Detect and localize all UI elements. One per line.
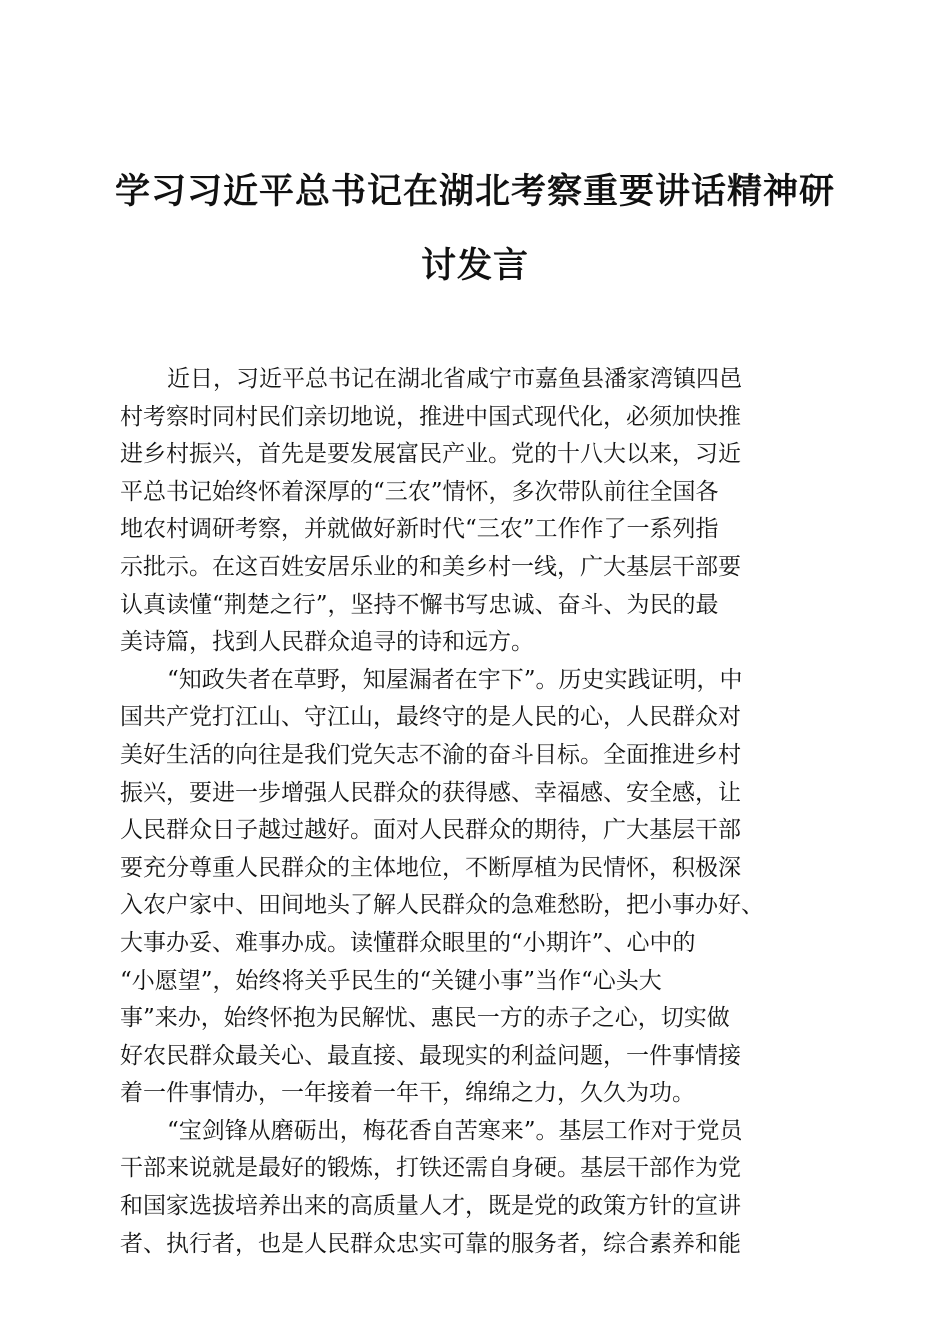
paragraph-3 [120,1113,832,1263]
text-line: 着一件事情办，一年接着一年干，绵绵之力，久久为功。 [120,1080,695,1107]
text-line: 国共产党打江山、守江山，最终守的是人民的心，人民群众对 [120,704,741,731]
text-line: 入农户家中、田间地头了解人民群众的急难愁盼，把小事办好、 [120,892,764,919]
text-line: 示批示。在这百姓安居乐业的和美乡村一线，广大基层干部要 [120,553,741,580]
text-line: 进乡村振兴，首先是要发展富民产业。党的十八大以来，习近 [120,441,741,468]
text-line: 人民群众日子越过越好。面对人民群众的期待，广大基层干部 [120,817,741,844]
document-title-line-1: 学习习近平总书记在湖北考察重要讲话精神研 [114,171,835,212]
text-line: 近日，习近平总书记在湖北省咸宁市嘉鱼县潘家湾镇四邑 [167,366,742,392]
text-line: 者、执行者，也是人民群众忠实可靠的服务者，综合素养和能 [120,1230,741,1257]
text-line: 大事办妥、难事办成。读懂群众眼里的“小期许”、心中的 [120,929,696,956]
document-title-line-2: 讨发言 [420,245,529,286]
paragraph-2 [120,662,832,1113]
text-line: 认真读懂“荆楚之行”，坚持不懈书写忠诚、奋斗、为民的最 [120,591,719,618]
text-line: 干部来说就是最好的锻炼，打铁还需自身硬。基层干部作为党 [120,1155,741,1182]
text-line: “知政失者在草野，知屋漏者在宇下”。历史实践证明，中 [167,666,743,693]
text-line: “宝剑锋从磨砺出，梅花香自苦寒来”。基层工作对于党员 [167,1117,743,1144]
paragraph-1 [120,361,832,662]
text-line: “小愿望”，始终将关乎民生的“关键小事”当作“心头大 [120,967,662,994]
text-line: 地农村调研考察，并就做好新时代“三农”工作作了一系列指 [120,516,719,543]
text-line: 美好生活的向往是我们党矢志不渝的奋斗目标。全面推进乡村 [120,741,741,768]
text-line: 平总书记始终怀着深厚的“三农”情怀，多次带队前往全国各 [120,478,719,505]
text-line: 村考察时同村民们亲切地说，推进中国式现代化，必须加快推 [120,403,741,430]
text-line: 和国家选拔培养出来的高质量人才，既是党的政策方针的宣讲 [120,1193,741,1220]
text-line: 好农民群众最关心、最直接、最现实的利益问题，一件事情接 [120,1042,741,1069]
text-line: 美诗篇，找到人民群众追寻的诗和远方。 [120,629,534,656]
text-line: 事”来办，始终怀抱为民解忧、惠民一方的赤子之心，切实做 [120,1005,730,1032]
text-line: 振兴，要进一步增强人民群众的获得感、幸福感、安全感，让 [120,779,741,806]
document-body [120,361,832,1263]
text-line: 要充分尊重人民群众的主体地位，不断厚植为民情怀，积极深 [120,854,741,881]
